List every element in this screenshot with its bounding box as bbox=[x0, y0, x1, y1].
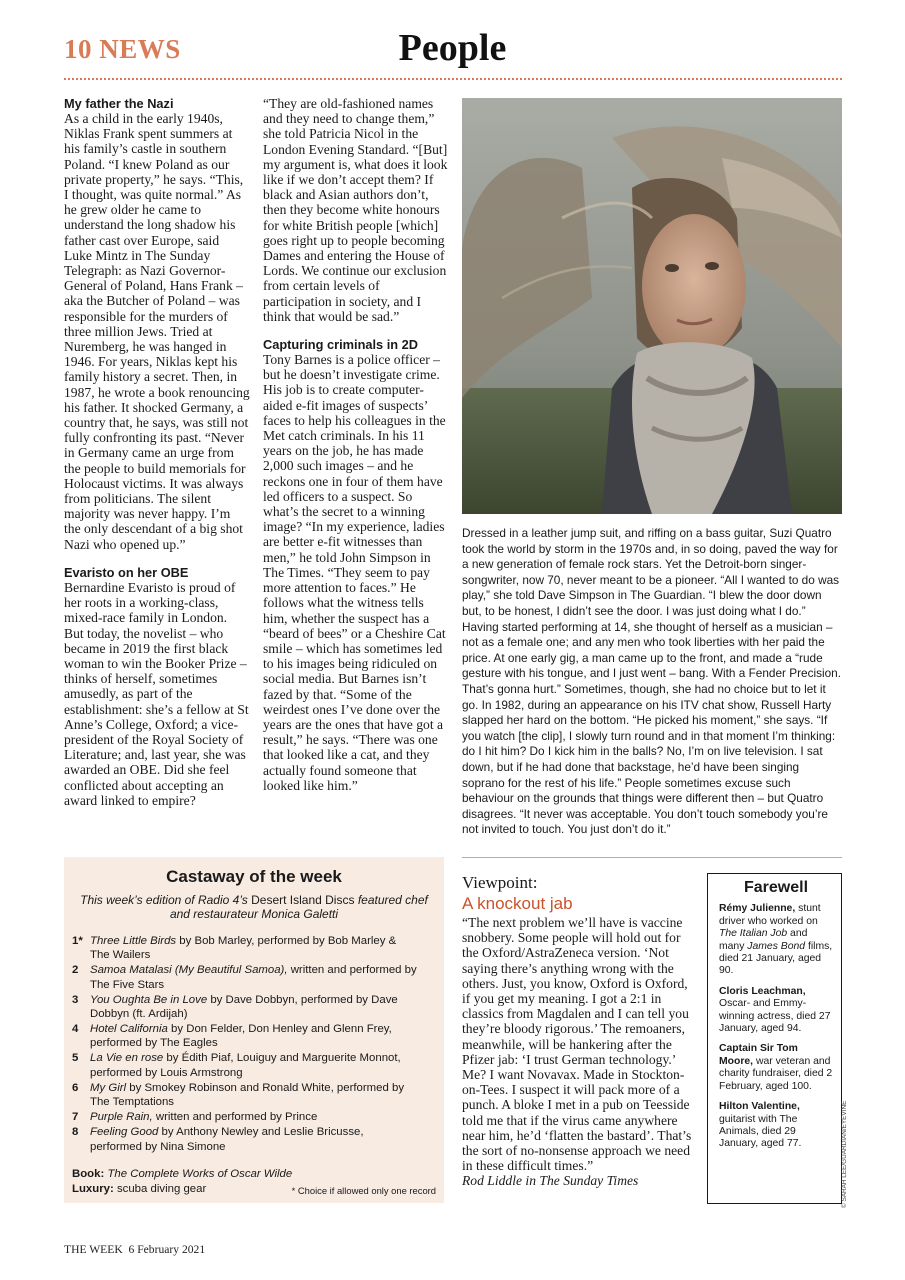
article-body-continued: “They are old-fashioned names and they need to change them,” she told Patricia Nicol in the London Evening Standard. “[But] my argument is, what does it look like if we don’t accept them? If black and Asian authors don’t, then they become white honours for white British people [which] goes right up to people becoming Dames and entering the House of Lords. We continue our exclusion from certain levels of participation in society, and I think that would be sad.” bbox=[263, 96, 448, 324]
obituary-text: Oscar- and Emmy-winning actress, died 27 January, aged 94. bbox=[719, 998, 831, 1035]
track-number: 5 bbox=[72, 1052, 79, 1065]
track-credit: by Smokey Robinson and Ronald White, performed by The Temptations bbox=[90, 1081, 405, 1109]
article-criminals bbox=[263, 337, 450, 793]
obituary-text: guitarist with The Animals, died 29 January, aged 77. bbox=[719, 1113, 802, 1150]
article-heading: Capturing criminals in 2D bbox=[263, 337, 419, 353]
viewpoint-title: A knockout jab bbox=[462, 894, 573, 913]
book-title: The Complete Works of Oscar Wilde bbox=[107, 1168, 293, 1180]
track-item bbox=[72, 1081, 417, 1110]
page-footer bbox=[64, 1243, 205, 1256]
article-heading: My father the Nazi bbox=[64, 96, 174, 111]
intro-part-a: This week’s edition of Radio 4’s bbox=[80, 893, 252, 907]
obituary-text: films, died 21 January, aged 90. bbox=[719, 940, 833, 977]
farewell-title: Farewell bbox=[743, 879, 809, 896]
viewpoint-kicker: Viewpoint: bbox=[462, 873, 538, 892]
article-body: As a child in the early 1940s, Niklas Frank spent summers at his family’s castle in southern Poland. “I knew Poland as our private property,” he says. “This, I thought, was quite normal.” As he grew older he came to understand the long shadow his father cast over Europe, said Luke Mintz in The Sunday Telegraph: as Nazi Governor-General of Poland, Hans Frank – aka the Butcher of Poland – was responsible for the murders of three million Jews. Tried at Nuremberg, he was hanged in 1946. For years, Niklas kept his family history a secret. Then, in 1987, he wrote a book renouncing his father. It shocked Germany, a country that, he says, was still not fully confronting its past. “Never in Germany came an urge from the people to build memorials for Holocaust victims. It was always from politicians. The silent majority was never happy. I’m the only descendant of a big shot Nazi who opened up.” bbox=[64, 111, 250, 552]
page-number: 10 bbox=[64, 34, 92, 64]
text-column-left bbox=[64, 96, 250, 821]
section-label: NEWS bbox=[99, 34, 181, 64]
luxury-line bbox=[72, 1182, 292, 1197]
track-number: 8 bbox=[72, 1126, 79, 1139]
publication-name: THE WEEK bbox=[64, 1243, 123, 1256]
track-item bbox=[72, 1022, 417, 1051]
luxury-label: Luxury: bbox=[72, 1183, 114, 1195]
track-item bbox=[72, 1051, 417, 1080]
luxury-item: scuba diving gear bbox=[116, 1183, 207, 1195]
track-list bbox=[72, 934, 444, 1154]
intro-part-b: featured chef and restaurateur Monica Galetti bbox=[169, 893, 428, 922]
track-item bbox=[72, 993, 417, 1022]
obituary-entry bbox=[719, 1101, 833, 1151]
obituary-film-title: James Bond bbox=[747, 940, 806, 952]
track-item bbox=[72, 963, 417, 992]
track-item bbox=[72, 1110, 417, 1124]
obituary-name: Cloris Leachman, bbox=[719, 985, 806, 997]
text-column-middle bbox=[263, 96, 450, 806]
track-song: Hotel California bbox=[90, 1023, 168, 1036]
track-item bbox=[72, 1125, 417, 1154]
track-number: 2 bbox=[72, 964, 79, 977]
book-line bbox=[72, 1167, 292, 1182]
castaway-note: * Choice if allowed only one record bbox=[291, 1185, 436, 1196]
obituary-name: Hilton Valentine, bbox=[719, 1101, 800, 1113]
track-number: 6 bbox=[72, 1081, 79, 1094]
article-nazi bbox=[64, 96, 250, 552]
caption-divider bbox=[462, 857, 842, 858]
article-heading: Evaristo on her OBE bbox=[64, 564, 189, 580]
castaway-box bbox=[64, 857, 444, 1203]
track-number: 4 bbox=[72, 1023, 79, 1036]
track-item bbox=[72, 934, 417, 963]
article-body: Bernardine Evaristo is proud of her roots in a working-class, mixed-race family in London. But today, the novelist – who became in 2019 the first black woman to win the Booker Prize – thinks of herself, sometimes amusedly, as part of the establishment: she’s a fellow at St Anne’s College, Oxford; a vice-president of the Royal Society of Literature; and, last year, she was awarded an OBE. Did she feel conflicted about accepting an award linked to empire? bbox=[64, 579, 249, 808]
article-body: Tony Barnes is a police officer – but he doesn’t investigate crime. His job is to create computer-aided e-fit images of suspects’ faces to help his colleagues in the Met catch criminals. In his 11 years on the job, he has made 2,000 such images – and he reckons one in four of them have led officers to a suspect. So what’s the secret to a winning image? “In my experience, ladies are better e-fit witnesses than men,” he told John Simpson in The Times. “They seem to pay more attention to faces.” He follows what the witness tells him, whether the suspect has a “beard of bees” or a Cheshire Cat smile – which has sometimes led to his images being ridiculed on social media. But Barnes isn’t fazed by that. “Some of the weirdest ones I’ve done over the years are the ones that have got a result,” he says. “There was one that looked like a cat, and they actually found someone that looked like him.” bbox=[263, 352, 446, 793]
track-credit: by Dave Dobbyn, performed by Dave Dobbyn (ft. Ardijah) bbox=[90, 993, 398, 1021]
track-song: You Oughta Be in Love bbox=[90, 993, 208, 1006]
obituary-film-title: The Italian Job bbox=[719, 928, 788, 940]
track-credit: by Don Felder, Don Henley and Glenn Frey, performed by The Eagles bbox=[90, 1023, 392, 1050]
track-credit: by Anthony Newley and Leslie Bricusse, performed by Nina Simone bbox=[90, 1126, 364, 1153]
portrait-photo bbox=[462, 98, 842, 514]
viewpoint-article bbox=[462, 873, 698, 1189]
obituary-text: war veteran and charity fundraiser, died 2 February, aged 100. bbox=[719, 1055, 833, 1092]
obituary-text: and many bbox=[719, 928, 808, 952]
track-credit: by Bob Marley, performed by Bob Marley & The Wailers bbox=[90, 934, 397, 962]
track-song: Three Little Birds bbox=[90, 934, 177, 947]
obituary-entry bbox=[719, 1043, 833, 1093]
obituary-entry bbox=[719, 986, 833, 1036]
track-number: 3 bbox=[72, 993, 79, 1006]
track-song: La Vie en rose bbox=[90, 1052, 164, 1065]
castaway-title: Castaway of the week bbox=[166, 867, 342, 886]
track-credit: written and performed by Prince bbox=[152, 1111, 318, 1124]
photo-caption: Dressed in a leather jump suit, and riffing on a bass guitar, Suzi Quatro took the world by storm in the 1970s and, in so doing, paved the way for a new generation of female rock stars. Yet the Detroit-born singer-songwriter, now 70, never meant to be a pioneer. “All I wanted to do was play,” she told Dave Simpson in The Guardian. “I blew the door down but, to be honest, I didn’t see the door. I was just doing what I do.” Having started performing at 14, she thought of herself as a musician – not as a female one; and any men who took liberties with her paid the price. At one early gig, a man came up to the front, and made a “rude gesture with his tongue, and I just went – bang. With a Fender Precision. That’s gonna hurt.” Sometimes, though, she had no choice but to let it go. In 1982, during an appearance on his ITV chat show, Russell Harty slapped her hard on the bottom. “He picked his moment,” she says. “If you watch [the clip], I slowly turn round and in that moment I’m thinking: do I hit him? Do I kick him in the balls? No, I’m on live television. I sat down, but if he had done that backstage, he’d have been singing soprano for the rest of his life.” People sometimes excuse such behaviour on the grounds that things were different then – but Quatro disagrees. “It never was acceptable. You don’t touch somebody you’re not invited to touch. You just don’t do it.” bbox=[462, 526, 842, 837]
obituary-entry bbox=[719, 903, 833, 977]
farewell-box bbox=[707, 873, 842, 1204]
track-number: 1* bbox=[72, 934, 83, 947]
obituary-text: stunt driver who worked on bbox=[719, 903, 821, 927]
obituary-name: Rémy Julienne, bbox=[719, 903, 796, 915]
article-evaristo bbox=[64, 565, 250, 808]
obituary-name: Captain Sir Tom Moore, bbox=[719, 1043, 798, 1067]
castaway-footer bbox=[72, 1167, 292, 1197]
viewpoint-body: “The next problem we’ll have is vaccine snobbery. Some people will hold out for the Oxford/AstraZeneca version. ‘Not saying there’s anything wrong with the others. Just, you know, Oxford is Oxford, if you get my meaning. I got a 2:1 in classics from Magdalen and I can tell you they’re bloody rigorous.’ The remoaners, meanwhile, will be hankering after the Pfizer jab: ‘I trust German technology.’ Me? I want Novavax. Made in Stockton-on-Tees. I suspect it will pack more of a punch. A bloke I met in a pub on Teesside told me that if the virus came anywhere near him, he’d ‘flatten the bastard’. That’s the sort of no-nonsense approach we need in these difficult times.” bbox=[462, 915, 692, 1174]
track-song: My Girl bbox=[90, 1081, 127, 1094]
page-title: People bbox=[398, 27, 507, 69]
portrait-illustration bbox=[462, 98, 842, 514]
track-credit: written and performed by The Five Stars bbox=[90, 964, 417, 991]
castaway-intro bbox=[76, 893, 432, 922]
track-credit: by Édith Piaf, Louiguy and Marguerite Monnot, performed by Louis Armstrong bbox=[90, 1052, 401, 1079]
book-label: Book: bbox=[72, 1168, 105, 1180]
track-song: Purple Rain, bbox=[90, 1111, 153, 1124]
viewpoint-attribution: Rod Liddle in The Sunday Times bbox=[462, 1173, 639, 1189]
photo-credit: © SARAH LEE/GUARDIAN/EYEVINE bbox=[841, 1100, 848, 1208]
issue-date: 6 February 2021 bbox=[128, 1243, 206, 1256]
track-number: 7 bbox=[72, 1111, 79, 1124]
track-song: Samoa Matalasi (My Beautiful Samoa), bbox=[90, 964, 288, 977]
header-divider bbox=[64, 78, 842, 80]
intro-show-name: Desert Island Discs bbox=[251, 893, 355, 907]
track-song: Feeling Good bbox=[90, 1126, 159, 1139]
